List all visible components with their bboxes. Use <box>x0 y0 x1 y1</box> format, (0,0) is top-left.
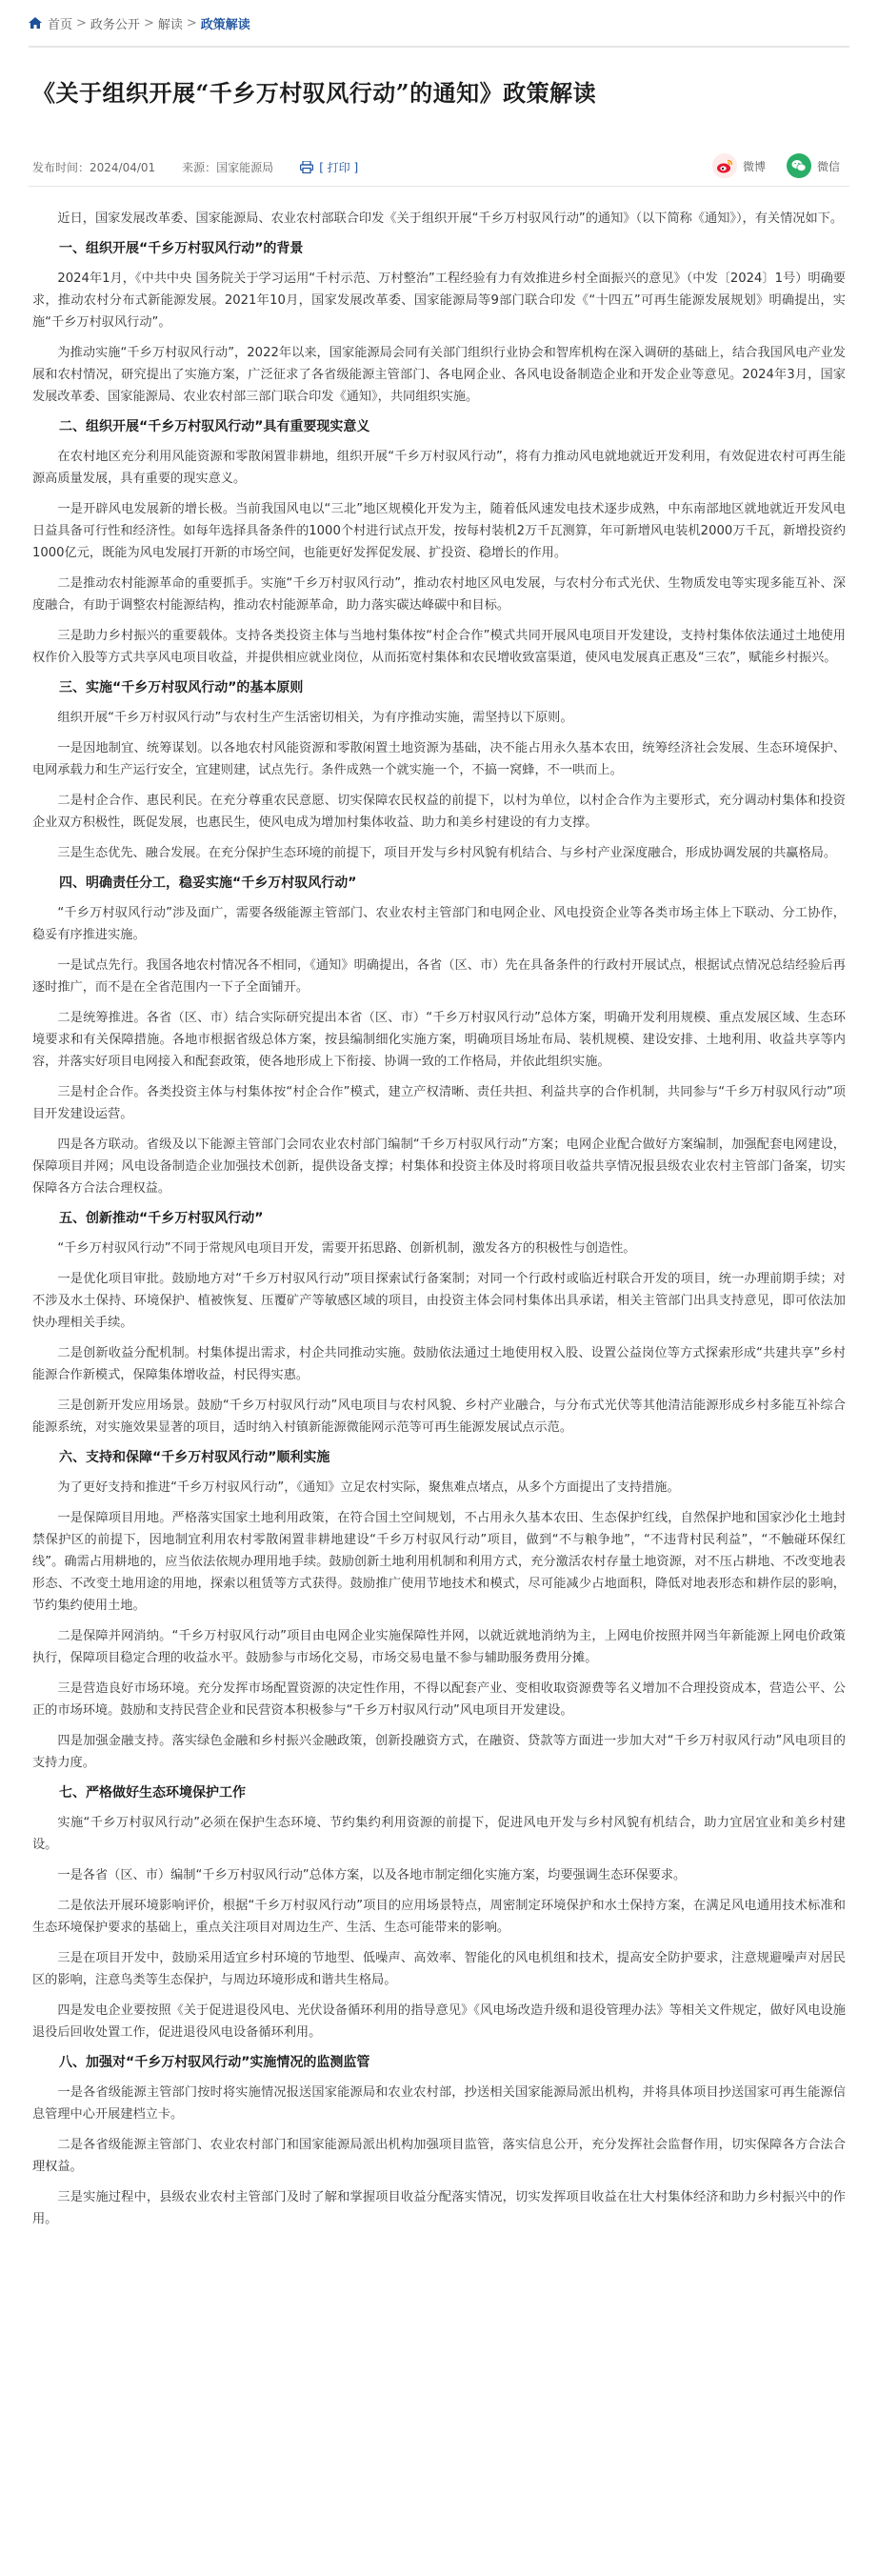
paragraph: 为了更好支持和推进“千乡万村驭风行动”，《通知》立足农村实际，聚焦难点堵点，从多个方面提出了支持措施。 <box>57 1480 680 1495</box>
share-weixin-label: 微信 <box>816 159 840 173</box>
share-weibo-button[interactable] <box>712 153 766 178</box>
paragraph: 近日，国家发展改革委、国家能源局、农业农村部联合印发《关于组织开展“千乡万村驭风行动”的通知》（以下简称《通知》），有关情况如下。 <box>57 211 844 226</box>
paragraph: 二是依法开展环境影响评价，根据“千乡万村驭风行动”项目的应用场景特点，周密制定环境保护和水土保持方案，在满足风电通用技术标准和生态环境保护要求的基础上，重点关注项目对周边生产、生活、生态可能带来的影响。 <box>32 1899 846 1935</box>
paragraph: 组织开展“千乡万村驭风行动”与农村生产生活密切相关，为有序推动实施，需坚持以下原则。 <box>57 711 573 725</box>
paragraph: 三是生态优先、融合发展。在充分保护生态环境的前提下，项目开发与乡村风貌有机结合、与乡村产业深度融合，形成协调发展的共赢格局。 <box>57 846 837 860</box>
paragraph: 三是助力乡村振兴的重要载体。支持各类投资主体与当地村集体按“村企合作”模式共同开展风电项目开发建设，支持村集体依法通过土地使用权作价入股等方式共享风电项目收益，并提供相应就业岗位，从而拓宽村集体和农民增收致富渠道，使风电发展真正惠及“三农”，赋能乡村振兴。 <box>32 629 846 665</box>
paragraph: 实施“千乡万村驭风行动”必须在保护生态环境、节约集约利用资源的前提下，促进风电开发与乡村风貌有机结合，助力宜居宜业和美乡村建设。 <box>32 1816 846 1852</box>
paragraph: 一是各省（区、市）编制“千乡万村驭风行动”总体方案，以及各地市制定细化实施方案，均要强调生态环保要求。 <box>57 1868 687 1882</box>
paragraph: 为推动实施“千乡万村驭风行动”，2022年以来，国家能源局会同有关部门组织行业协会和智库机构在深入调研的基础上，结合我国风电产业发展和农村情况，研究提出了实施方案，广泛征求了各省级能源主管部门、各电网企业、各风电设备制造企业和开发企业等意见。2024年3月，国家发展改革委、国家能源局、农业农村部三部门联合印发《通知》，共同组织实施。 <box>32 346 846 404</box>
wechat-icon <box>787 153 811 178</box>
paragraph: 三是在项目开发中，鼓励采用适宜乡村环境的节地型、低噪声、高效率、智能化的风电机组和技术，提高安全防护要求，注意规避噪声对居民区的影响，注意鸟类等生态保护，与周边环境形成和谐共生格局。 <box>32 1951 846 1987</box>
paragraph: 二是统筹推进。各省（区、市）结合实际研究提出本省（区、市）“千乡万村驭风行动”总体方案，明确开发利用规模、重点发展区域、生态环境要求和有关保障措施。各地市根据省级总体方案，按县编制细化实施方案，明确项目场址布局、装机规模、建设安排、土地利用、收益共享等内容，并落实好项目电网接入和配套政策，使各地形成上下衔接、协调一致的工作格局，并依此组织实施。 <box>32 1011 846 1069</box>
paragraph: “千乡万村驭风行动”不同于常规风电项目开发，需要开拓思路、创新机制，激发各方的积极性与创造性。 <box>57 1241 636 1256</box>
printer-icon <box>300 161 313 173</box>
divider <box>29 46 849 48</box>
paragraph: 二是各省级能源主管部门、农业农村部门和国家能源局派出机构加强项目监管，落实信息公开，充分发挥社会监督作用，切实保障各方合法合理权益。 <box>32 2138 846 2174</box>
paragraph: 2024年1月，《中共中央 国务院关于学习运用“千村示范、万村整治”工程经验有力有效推进乡村全面振兴的意见》（中发〔2024〕1号）明确要求，推动农村分布式新能源发展。2021年10月，国家发展改革委、国家能源局等9部门联合印发《“十四五”可再生能源发展规划》明确提出，实施“千乡万村驭风行动”。 <box>32 272 846 330</box>
paragraph: 一是因地制宜、统筹谋划。以各地农村风能资源和零散闲置土地资源为基础，决不能占用永久基本农田，统筹经济社会发展、生态环境保护、电网承载力和生产运行安全，宜建则建，试点先行。条件成熟一个就实施一个，不搞一窝蜂，不一哄而上。 <box>32 741 846 777</box>
share-weibo-label: 微博 <box>742 159 766 173</box>
home-icon <box>29 17 42 29</box>
paragraph: 三是实施过程中，县级农业农村主管部门及时了解和掌握项目收益分配落实情况，切实发挥项目收益在壮大村集体经济和助力乡村振兴中的作用。 <box>32 2190 846 2226</box>
paragraph: 二是推动农村能源革命的重要抓手。实施“千乡万村驭风行动”，推动农村地区风电发展，与农村分布式光伏、生物质发电等实现多能互补、深度融合，有助于调整农村能源结构，推动农村能源革命，助力落实碳达峰碳中和目标。 <box>32 576 846 613</box>
print-button[interactable] <box>300 159 358 175</box>
breadcrumb-current: 政策解读 <box>200 17 250 32</box>
section-heading: 五、创新推动“千乡万村驭风行动” <box>59 1211 264 1226</box>
section-heading: 四、明确责任分工，稳妥实施“千乡万村驭风行动” <box>59 875 357 891</box>
print-label: [ 打印 ] <box>319 160 359 174</box>
paragraph: 四是各方联动。省级及以下能源主管部门会同农业农村部门编制“千乡万村驭风行动”方案；电网企业配合做好方案编制，加强配套电网建设，保障项目并网；风电设备制造企业加强技术创新，提供设备支撑；村集体和投资主体及时将项目收益共享情况报县级农业农村主管部门备案，切实保障各方合法合理权益。 <box>32 1137 846 1196</box>
section-heading: 八、加强对“千乡万村驭风行动”实施情况的监测监管 <box>59 2055 370 2070</box>
article-body <box>29 208 849 2230</box>
breadcrumb-separator: > <box>186 15 197 30</box>
paragraph: 二是保障并网消纳。“千乡万村驭风行动”项目由电网企业实施保障性并网，以就近就地消纳为主，上网电价按照并网当年新能源上网电价政策执行，保障项目稳定合理的收益水平。鼓励参与市场化交易，市场交易电量不参与辅助服务费用分摊。 <box>32 1629 846 1665</box>
section-heading: 二、组织开展“千乡万村驭风行动”具有重要现实意义 <box>59 419 370 434</box>
section-heading: 一、组织开展“千乡万村驭风行动”的背景 <box>59 241 304 256</box>
breadcrumb-gov-open[interactable]: 政务公开 <box>90 17 140 32</box>
breadcrumb <box>29 0 849 46</box>
breadcrumb-home[interactable]: 首页 <box>48 17 73 32</box>
weibo-icon <box>712 153 737 178</box>
paragraph: 二是村企合作、惠民利民。在充分尊重农民意愿、切实保障农民权益的前提下，以村为单位，以村企合作为主要形式，充分调动村集体和投资企业双方积极性，既促发展，也惠民生，使风电成为增加村集体收益、助力和美乡村建设的有力支撑。 <box>32 794 846 830</box>
breadcrumb-separator: > <box>76 15 87 30</box>
paragraph: 一是优化项目审批。鼓励地方对“千乡万村驭风行动”项目探索试行备案制；对同一个行政村或临近村联合开发的项目，统一办理前期手续；对不涉及水土保持、环境保护、植被恢复、压覆矿产等敏感区域的项目，由投资主体会同村集体出具承诺，相关主管部门出具支持意见，即可依法加快办理相关手续。 <box>32 1272 846 1330</box>
paragraph: 在农村地区充分利用风能资源和零散闲置非耕地，组织开展“千乡万村驭风行动”，将有力推动风电就地就近开发利用，有效促进农村可再生能源高质量发展，具有重要的现实意义。 <box>32 450 846 486</box>
paragraph: “千乡万村驭风行动”涉及面广，需要各级能源主管部门、农业农村主管部门和电网企业、风电投资企业等各类市场主体上下联动、分工协作，稳妥有序推进实施。 <box>32 906 846 942</box>
article-meta <box>29 148 849 187</box>
paragraph: 一是试点先行。我国各地农村情况各不相同，《通知》明确提出，各省（区、市）先在具备条件的行政村开展试点，根据试点情况总结经验后再逐时推广，而不是在全省范围内一下子全面铺开。 <box>32 958 846 995</box>
share-weixin-button[interactable] <box>787 153 840 178</box>
page-title: 《关于组织开展“千乡万村驭风行动”的通知》政策解读 <box>32 79 597 107</box>
paragraph: 三是创新开发应用场景。鼓励“千乡万村驭风行动”风电项目与农村风貌、乡村产业融合，与分布式光伏等其他清洁能源形成乡村多能互补综合能源系统，对实施效果显著的项目，适时纳入村镇新能源微能网示范等可再生能源发展试点示范。 <box>32 1399 846 1435</box>
paragraph: 二是创新收益分配机制。村集体提出需求，村企共同推动实施。鼓励依法通过土地使用权入股、设置公益岗位等方式探索形成“共建共享”乡村能源合作新模式，保障集体增收益，村民得实惠。 <box>32 1346 846 1382</box>
paragraph: 一是各省级能源主管部门按时将实施情况报送国家能源局和农业农村部，抄送相关国家能源局派出机构，并将具体项目抄送国家可再生能源信息管理中心开展建档立卡。 <box>32 2085 846 2122</box>
article-source: 来源：国家能源局 <box>182 160 274 174</box>
paragraph: 四是发电企业要按照《关于促进退役风电、光伏设备循环利用的指导意见》《风电场改造升级和退役管理办法》等相关文件规定，做好风电设施退役后回收处置工作，促进退役风电设备循环利用。 <box>32 2003 846 2040</box>
breadcrumb-interpretation[interactable]: 解读 <box>157 17 183 32</box>
page <box>29 0 849 2230</box>
paragraph: 一是保障项目用地。严格落实国家土地利用政策，在符合国土空间规划，不占用永久基本农田、生态保护红线，自然保护地和国家沙化土地封禁保护区的前提下，因地制宜利用农村零散闲置非耕地建设“千乡万村驭风行动”项目，做到“不与粮争地”，“不违背村民利益”，“不触碰环保红线”。确需占用耕地的，应当依法依规办理用地手续。鼓励创新土地利用机制和利用方式，充分激活农村存量土地资源，对不压占耕地、不改变地表形态、不改变土地用途的用地，探索以租赁等方式获得。鼓励推广使用节地技术和模式，尽可能减少占地面积，降低对地表形态和耕作层的影响，节约集约使用土地。 <box>32 1511 846 1613</box>
paragraph: 一是开辟风电发展新的增长极。当前我国风电以“三北”地区规模化开发为主，随着低风速发电技术逐步成熟，中东南部地区就地就近开发风电日益具备可行性和经济性。如每年选择具备条件的1000个村进行试点开发，按每村装机2万千瓦测算，年可新增风电装机2000万千瓦，新增投资约1000亿元，既能为风电发展打开新的市场空间，也能更好发挥促发展、扩投资、稳增长的作用。 <box>32 502 846 560</box>
breadcrumb-separator: > <box>143 15 154 30</box>
section-heading: 七、严格做好生态环境保护工作 <box>59 1785 246 1801</box>
section-heading: 六、支持和保障“千乡万村驭风行动”顺利实施 <box>59 1450 330 1465</box>
paragraph: 三是村企合作。各类投资主体与村集体按“村企合作”模式，建立产权清晰、责任共担、利益共享的合作机制，共同参与“千乡万村驭风行动”项目开发建设运营。 <box>32 1085 846 1121</box>
section-heading: 三、实施“千乡万村驭风行动”的基本原则 <box>59 680 304 695</box>
paragraph: 四是加强金融支持。落实绿色金融和乡村振兴金融政策，创新投融资方式，在融资、贷款等方面进一步加大对“千乡万村驭风行动”风电项目的支持力度。 <box>32 1734 846 1770</box>
paragraph: 三是营造良好市场环境。充分发挥市场配置资源的决定性作用，不得以配套产业、变相收取资源费等名义增加不合理投资成本，营造公平、公正的市场环境。鼓励和支持民营企业和民营资本积极参与“千乡万村驭风行动”风电项目开发建设。 <box>32 1681 846 1718</box>
share-bar <box>691 153 840 178</box>
publish-date: 发布时间：2024/04/01 <box>32 160 156 174</box>
